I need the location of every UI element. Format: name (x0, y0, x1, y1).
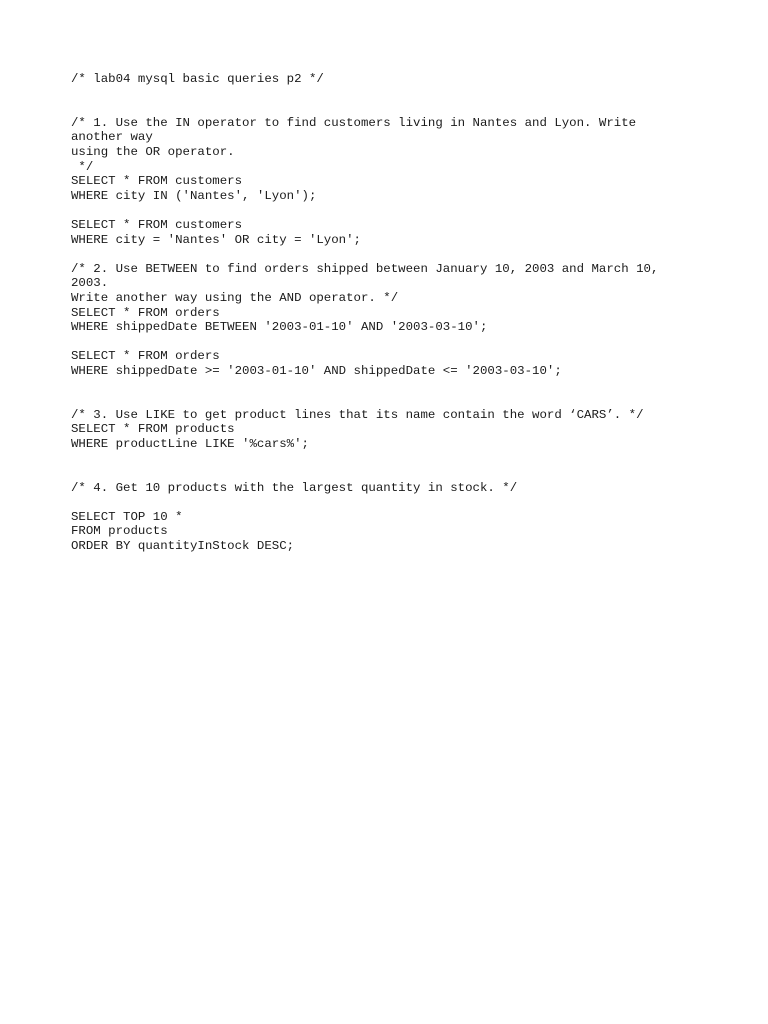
sql-line: ORDER BY quantityInStock DESC; (71, 539, 295, 553)
blank-line (71, 466, 691, 481)
comment-line: /* 4. Get 10 products with the largest quantity in stock. */ (71, 480, 518, 495)
sql-line: WHERE city = 'Nantes' OR city = 'Lyon'; (71, 232, 361, 247)
blank-line (71, 101, 691, 116)
sql-line: WHERE productLine LIKE '%cars%'; (71, 436, 309, 451)
sql-line: SELECT * FROM customers (71, 174, 243, 189)
blank-line (71, 87, 691, 102)
blank-line (71, 378, 691, 393)
sql-line: FROM products (71, 524, 168, 539)
blank-line (71, 247, 691, 262)
comment-line: */ (71, 159, 94, 174)
comment-line: Write another way using the AND operator. */ (71, 290, 399, 305)
sql-line: WHERE shippedDate BETWEEN '2003-01-10' AND '2003-03-10'; (71, 320, 488, 335)
comment-line: /* 3. Use LIKE to get product lines that its name contain the word ‘CARS’. */ (71, 407, 644, 422)
sql-line: WHERE city IN ('Nantes', 'Lyon'); (71, 188, 317, 203)
sql-line: SELECT * FROM customers (71, 217, 243, 232)
comment-line: another way (71, 130, 153, 145)
comment-line: using the OR operator. (71, 144, 235, 159)
sql-line: SELECT TOP 10 * (71, 509, 183, 524)
blank-line (71, 203, 691, 218)
blank-line (71, 495, 691, 510)
sql-line: SELECT * FROM orders (71, 349, 220, 364)
blank-line (71, 335, 691, 350)
blank-line (71, 451, 691, 466)
document-title: /* lab04 mysql basic queries p2 */ (71, 72, 324, 86)
sql-line: SELECT * FROM orders (71, 305, 220, 320)
sql-line: WHERE shippedDate >= '2003-01-10' AND shippedDate <= '2003-03-10'; (71, 363, 562, 378)
sql-line: SELECT * FROM products (71, 422, 235, 437)
comment-line: /* 2. Use BETWEEN to find orders shipped between January 10, 2003 and March 10, (71, 261, 659, 276)
document-page (71, 72, 691, 554)
comment-line: 2003. (71, 276, 109, 291)
comment-line: /* 1. Use the IN operator to find customers living in Nantes and Lyon. Write (71, 115, 637, 130)
blank-line (71, 393, 691, 408)
